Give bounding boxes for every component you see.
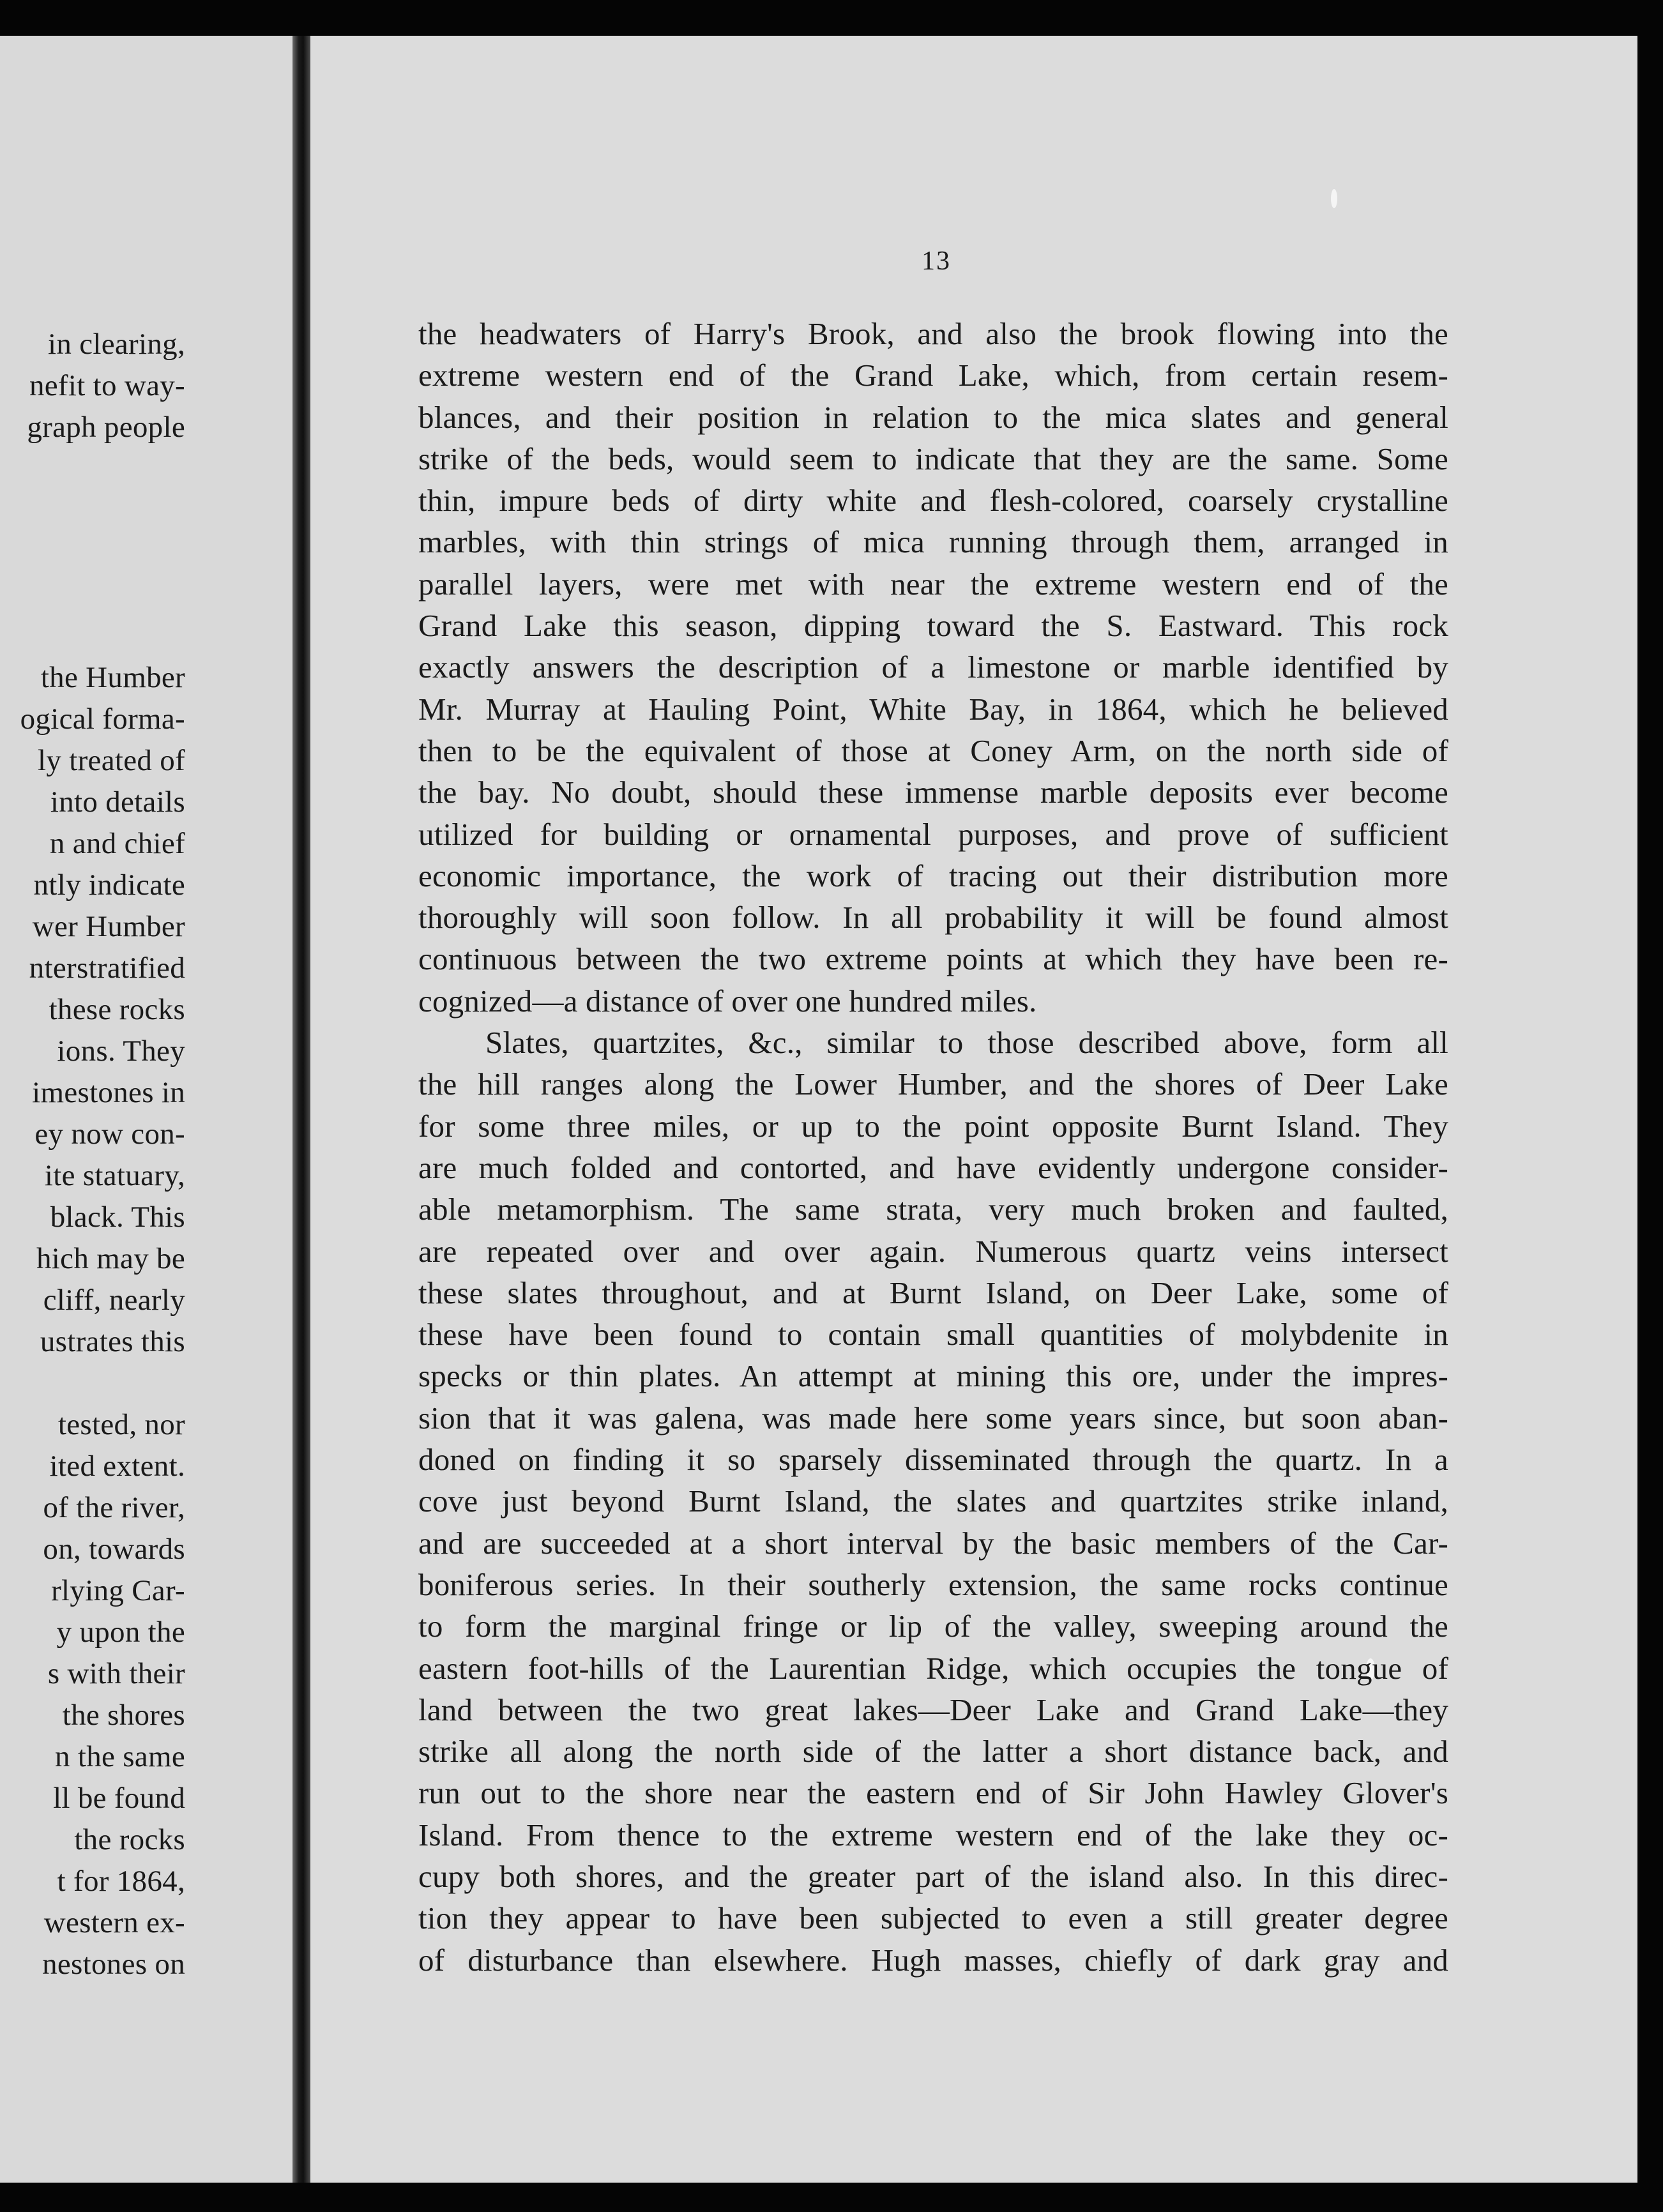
left-line: ll be found: [53, 1782, 185, 1815]
text-line: continuous between the two extreme points at which they have been re-: [418, 941, 1448, 977]
text-line: Mr. Murray at Hauling Point, White Bay, in 1864, which he believed: [418, 691, 1448, 727]
left-line: black. This: [50, 1201, 185, 1234]
text-line: sion that it was galena, was made here some years since, but soon aban-: [418, 1400, 1448, 1436]
left-line: these rocks: [49, 993, 185, 1026]
text-line: thin, impure beds of dirty white and flesh-colored, coarsely crystalline: [418, 483, 1448, 519]
left-line: nestones on: [42, 1948, 185, 1981]
left-line: western ex-: [43, 1906, 185, 1939]
text-line: exactly answers the description of a limestone or marble identified by: [418, 649, 1448, 685]
text-line: doned on finding it so sparsely disseminated through the quartz. In a: [418, 1442, 1448, 1478]
left-line: cliff, nearly: [43, 1284, 185, 1317]
left-line: the shores: [62, 1699, 185, 1732]
text-line: these slates throughout, and at Burnt Island, on Deer Lake, some of: [418, 1275, 1448, 1310]
left-line: nefit to way-: [29, 369, 185, 402]
left-line: on, towards: [43, 1533, 185, 1566]
text-line: strike of the beds, would seem to indicate that they are the same. Some: [418, 441, 1448, 476]
left-line: ustrates this: [40, 1325, 185, 1358]
left-line: tested, nor: [57, 1408, 185, 1441]
text-line: utilized for building or ornamental purposes, and prove of sufficient: [418, 816, 1448, 852]
scan-border-bottom: [0, 2183, 1663, 2212]
left-line: t for 1864,: [57, 1865, 185, 1898]
text-line: thoroughly will soon follow. In all probability it will be found almost: [418, 900, 1448, 936]
text-line: of disturbance than elsewhere. Hugh masses, chiefly of dark gray and: [418, 1942, 1448, 1978]
text-line: specks or thin plates. An attempt at mining this ore, under the impres-: [418, 1358, 1448, 1394]
left-line: ntly indicate: [33, 868, 185, 902]
text-line: land between the two great lakes—Deer Lake and Grand Lake—they: [418, 1692, 1448, 1727]
text-line: marbles, with thin strings of mica running through them, arranged in: [418, 524, 1448, 560]
text-line: then to be the equivalent of those at Coney Arm, on the north side of: [418, 732, 1448, 768]
text-line: cove just beyond Burnt Island, the slates and quartzites strike inland,: [418, 1483, 1448, 1519]
left-line: s with their: [47, 1657, 185, 1690]
text-line: parallel layers, were met with near the extreme western end of the: [418, 566, 1448, 602]
text-line: the hill ranges along the Lower Humber, and the shores of Deer Lake: [418, 1066, 1448, 1102]
left-line: nterstratified: [29, 951, 185, 985]
left-line: ited extent.: [49, 1450, 185, 1483]
body-text: [418, 313, 1448, 1981]
text-line: boniferous series. In their southerly extension, the same rocks continue: [418, 1566, 1448, 1602]
scan-border-top: [0, 0, 1663, 36]
text-line: these have been found to contain small quantities of molybdenite in: [418, 1317, 1448, 1352]
text-line: blances, and their position in relation to the mica slates and general: [418, 399, 1448, 435]
scan-border-right: [1637, 0, 1663, 2212]
page-number: 13: [922, 246, 951, 276]
left-line: into details: [50, 785, 185, 819]
left-line: graph people: [27, 411, 185, 444]
left-line: hich may be: [36, 1242, 185, 1275]
left-line: the rocks: [74, 1823, 185, 1856]
text-line: are repeated over and over again. Numerous quartz veins intersect: [418, 1233, 1448, 1269]
left-line: ite statuary,: [44, 1159, 185, 1192]
left-line: the Humber: [40, 661, 185, 694]
left-line: ey now con-: [34, 1117, 185, 1151]
left-line: of the river,: [43, 1491, 185, 1524]
text-line: extreme western end of the Grand Lake, which, from certain resem-: [418, 358, 1448, 393]
text-line: cognized—a distance of over one hundred miles.: [418, 983, 1037, 1019]
paper-speck: [1331, 189, 1337, 208]
text-line: the bay. No doubt, should these immense marble deposits ever become: [418, 775, 1448, 810]
text-line: to form the marginal fringe or lip of the valley, sweeping around the: [418, 1609, 1448, 1644]
text-line: and are succeeded at a short interval by the basic members of the Car-: [418, 1525, 1448, 1561]
left-line: rlying Car-: [51, 1574, 185, 1607]
left-line: n and chief: [49, 827, 185, 860]
book-gutter: [292, 36, 310, 2183]
left-line: n the same: [55, 1740, 185, 1773]
text-line: economic importance, the work of tracing out their distribution more: [418, 858, 1448, 893]
text-line: Island. From thence to the extreme western end of the lake they oc-: [418, 1817, 1448, 1852]
left-page-text: [0, 36, 292, 2183]
text-line: strike all along the north side of the latter a short distance back, and: [418, 1734, 1448, 1769]
text-line: for some three miles, or up to the point opposite Burnt Island. They: [418, 1108, 1448, 1144]
left-page: [0, 36, 292, 2183]
left-line: in clearing,: [47, 328, 185, 361]
text-line: run out to the shore near the eastern end of Sir John Hawley Glover's: [418, 1775, 1448, 1811]
left-line: ions. They: [57, 1034, 185, 1068]
left-line: ogical forma-: [20, 702, 185, 736]
left-line: ly treated of: [38, 744, 185, 777]
text-line: tion they appear to have been subjected to even a still greater degree: [418, 1900, 1448, 1936]
text-line: are much folded and contorted, and have evidently undergone consider-: [418, 1149, 1448, 1185]
left-line: imestones in: [32, 1076, 185, 1109]
text-line: eastern foot-hills of the Laurentian Ridge, which occupies the tongue of: [418, 1650, 1448, 1686]
text-line: cupy both shores, and the greater part of the island also. In this direc-: [418, 1858, 1448, 1894]
text-line: the headwaters of Harry's Brook, and also the brook flowing into the: [418, 316, 1448, 351]
text-line: Grand Lake this season, dipping toward the S. Eastward. This rock: [418, 608, 1448, 644]
left-line: y upon the: [56, 1616, 185, 1649]
left-line: wer Humber: [32, 910, 185, 943]
text-line: able metamorphism. The same strata, very much broken and faulted,: [418, 1192, 1448, 1227]
paragraph-start: Slates, quartzites, &c., similar to those described above, form all: [485, 1025, 1448, 1061]
